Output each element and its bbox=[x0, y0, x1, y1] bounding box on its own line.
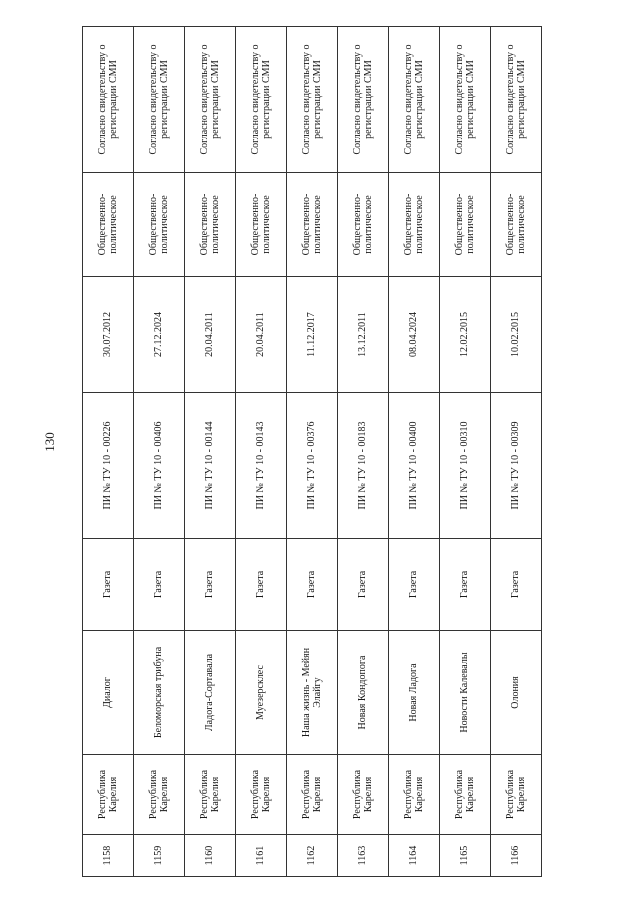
region-cell: Республика Карелия bbox=[491, 755, 542, 835]
table-row bbox=[287, 27, 338, 877]
territory-cell: Согласно свидетельству о регистрации СМИ bbox=[236, 27, 287, 173]
media-name-cell: Муезерсклес bbox=[236, 631, 287, 755]
territory-cell: Согласно свидетельству о регистрации СМИ bbox=[440, 27, 491, 173]
specialization-cell: Общественно-политическое bbox=[287, 173, 338, 277]
row-number: 1158 bbox=[83, 835, 134, 877]
row-number: 1160 bbox=[185, 835, 236, 877]
media-type-cell: Газета bbox=[185, 539, 236, 631]
table-row bbox=[236, 27, 287, 877]
rotated-table-wrapper bbox=[82, 27, 542, 877]
date-cell: 08.04.2024 bbox=[389, 277, 440, 393]
table-row bbox=[440, 27, 491, 877]
license-cell: ПИ № ТУ 10 - 00183 bbox=[338, 393, 389, 539]
table-row bbox=[491, 27, 542, 877]
specialization-cell: Общественно-политическое bbox=[338, 173, 389, 277]
registry-table bbox=[82, 26, 542, 877]
region-cell: Республика Карелия bbox=[440, 755, 491, 835]
date-cell: 12.02.2015 bbox=[440, 277, 491, 393]
region-cell: Республика Карелия bbox=[134, 755, 185, 835]
specialization-cell: Общественно-политическое bbox=[134, 173, 185, 277]
row-number: 1161 bbox=[236, 835, 287, 877]
territory-cell: Согласно свидетельству о регистрации СМИ bbox=[83, 27, 134, 173]
media-name-cell: Ладога-Сортавала bbox=[185, 631, 236, 755]
date-cell: 20.04.2011 bbox=[185, 277, 236, 393]
territory-cell: Согласно свидетельству о регистрации СМИ bbox=[287, 27, 338, 173]
license-cell: ПИ № ТУ 10 - 00143 bbox=[236, 393, 287, 539]
table-row bbox=[338, 27, 389, 877]
territory-cell: Согласно свидетельству о регистрации СМИ bbox=[491, 27, 542, 173]
table-row bbox=[389, 27, 440, 877]
table-row bbox=[185, 27, 236, 877]
row-number: 1162 bbox=[287, 835, 338, 877]
territory-cell: Согласно свидетельству о регистрации СМИ bbox=[338, 27, 389, 173]
media-type-cell: Газета bbox=[236, 539, 287, 631]
territory-cell: Согласно свидетельству о регистрации СМИ bbox=[134, 27, 185, 173]
specialization-cell: Общественно-политическое bbox=[185, 173, 236, 277]
territory-cell: Согласно свидетельству о регистрации СМИ bbox=[389, 27, 440, 173]
region-cell: Республика Карелия bbox=[287, 755, 338, 835]
specialization-cell: Общественно-политическое bbox=[491, 173, 542, 277]
media-type-cell: Газета bbox=[338, 539, 389, 631]
media-name-cell: Наша жизнь - Мейян Элайгу bbox=[287, 631, 338, 755]
date-cell: 20.04.2011 bbox=[236, 277, 287, 393]
region-cell: Республика Карелия bbox=[389, 755, 440, 835]
specialization-cell: Общественно-политическое bbox=[83, 173, 134, 277]
region-cell: Республика Карелия bbox=[236, 755, 287, 835]
row-number: 1159 bbox=[134, 835, 185, 877]
row-number: 1164 bbox=[389, 835, 440, 877]
table-row bbox=[134, 27, 185, 877]
region-cell: Республика Карелия bbox=[185, 755, 236, 835]
license-cell: ПИ № ТУ 10 - 00400 bbox=[389, 393, 440, 539]
date-cell: 13.12.2011 bbox=[338, 277, 389, 393]
media-type-cell: Газета bbox=[491, 539, 542, 631]
media-type-cell: Газета bbox=[287, 539, 338, 631]
license-cell: ПИ № ТУ 10 - 00226 bbox=[83, 393, 134, 539]
date-cell: 30.07.2012 bbox=[83, 277, 134, 393]
media-name-cell: Новая Кондопога bbox=[338, 631, 389, 755]
page-number: 130 bbox=[42, 432, 57, 452]
row-number: 1163 bbox=[338, 835, 389, 877]
media-type-cell: Газета bbox=[389, 539, 440, 631]
date-cell: 27.12.2024 bbox=[134, 277, 185, 393]
media-name-cell: Олония bbox=[491, 631, 542, 755]
table-row bbox=[83, 27, 134, 877]
specialization-cell: Общественно-политическое bbox=[389, 173, 440, 277]
specialization-cell: Общественно-политическое bbox=[440, 173, 491, 277]
license-cell: ПИ № ТУ 10 - 00309 bbox=[491, 393, 542, 539]
media-name-cell: Новости Калевалы bbox=[440, 631, 491, 755]
media-type-cell: Газета bbox=[440, 539, 491, 631]
specialization-cell: Общественно-политическое bbox=[236, 173, 287, 277]
media-name-cell: Диалог bbox=[83, 631, 134, 755]
license-cell: ПИ № ТУ 10 - 00144 bbox=[185, 393, 236, 539]
license-cell: ПИ № ТУ 10 - 00406 bbox=[134, 393, 185, 539]
media-name-cell: Беломорская трибуна bbox=[134, 631, 185, 755]
date-cell: 10.02.2015 bbox=[491, 277, 542, 393]
territory-cell: Согласно свидетельству о регистрации СМИ bbox=[185, 27, 236, 173]
region-cell: Республика Карелия bbox=[83, 755, 134, 835]
license-cell: ПИ № ТУ 10 - 00310 bbox=[440, 393, 491, 539]
license-cell: ПИ № ТУ 10 - 00376 bbox=[287, 393, 338, 539]
row-number: 1166 bbox=[491, 835, 542, 877]
media-type-cell: Газета bbox=[83, 539, 134, 631]
media-name-cell: Новая Ладога bbox=[389, 631, 440, 755]
region-cell: Республика Карелия bbox=[338, 755, 389, 835]
date-cell: 11.12.2017 bbox=[287, 277, 338, 393]
media-type-cell: Газета bbox=[134, 539, 185, 631]
row-number: 1165 bbox=[440, 835, 491, 877]
